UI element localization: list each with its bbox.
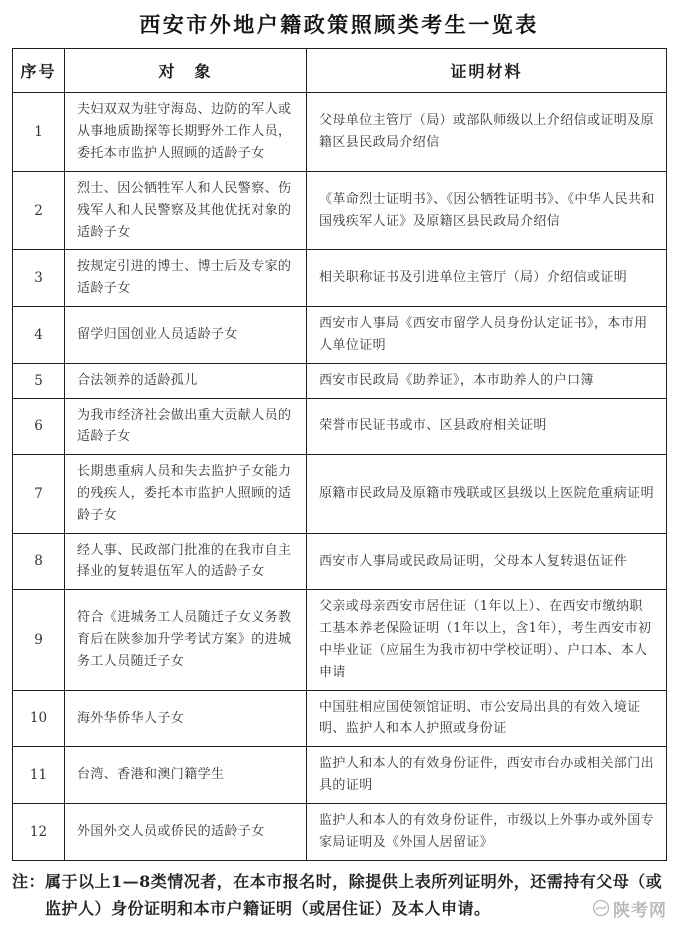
row-proof: 西安市人事局《西安市留学人员身份认定证书》，本市用人单位证明: [307, 307, 667, 364]
row-num: 11: [13, 747, 65, 804]
footnote-label: 注：: [12, 871, 46, 891]
row-object: 按规定引进的博士、博士后及专家的适龄子女: [65, 250, 307, 307]
page-title: 西安市外地户籍政策照顾类考生一览表: [139, 12, 539, 37]
row-object: 为我市经济社会做出重大贡献人员的适龄子女: [65, 398, 307, 455]
header-row: [13, 49, 667, 93]
row-object: 夫妇双双为驻守海岛、边防的军人或从事地质勘探等长期野外工作人员，委托本市监护人照顾的适龄子女: [65, 93, 307, 171]
row-num: 3: [13, 250, 65, 307]
table-row: [13, 363, 667, 398]
footnote: [12, 868, 666, 923]
row-num: 8: [13, 533, 65, 590]
column-header-object: 对 象: [65, 49, 307, 93]
table-row: [13, 250, 667, 307]
row-proof: 荣誉市民证书或市、区县政府相关证明: [307, 398, 667, 455]
row-num: 10: [13, 690, 65, 747]
row-proof: 父亲或母亲西安市居住证（1年以上）、在西安市缴纳职工基本养老保险证明（1年以上，含1年），考生西安市初中毕业证（应届生为我市初中学校证明）、户口本、本人申请: [307, 590, 667, 690]
row-proof: 中国驻相应国使领馆证明、市公安局出具的有效入境证明、监护人和本人护照或身份证: [307, 690, 667, 747]
row-num: 1: [13, 93, 65, 171]
row-object: 经人事、民政部门批准的在我市自主择业的复转退伍军人的适龄子女: [65, 533, 307, 590]
row-num: 9: [13, 590, 65, 690]
row-num: 6: [13, 398, 65, 455]
row-proof: 西安市民政局《助养证》，本市助养人的户口簿: [307, 363, 667, 398]
row-object: 烈士、因公牺牲军人和人民警察、伤残军人和人民警察及其他优抚对象的适龄子女: [65, 171, 307, 249]
watermark-text: 陕考网: [613, 900, 667, 921]
row-proof: 监护人和本人的有效身份证件，西安市台办或相关部门出具的证明: [307, 747, 667, 804]
row-proof: 监护人和本人的有效身份证件，市级以上外事办或外国专家局证明及《外国人居留证》: [307, 803, 667, 860]
table-row: [13, 171, 667, 249]
row-num: 4: [13, 307, 65, 364]
row-object: 外国外交人员或侨民的适龄子女: [65, 803, 307, 860]
row-proof: 相关职称证书及引进单位主管厅（局）介绍信或证明: [307, 250, 667, 307]
row-proof: 父母单位主管厅（局）或部队师级以上介绍信或证明及原籍区县民政局介绍信: [307, 93, 667, 171]
policy-table: [12, 48, 667, 860]
column-header-num: 序号: [13, 49, 65, 93]
row-object: 海外华侨华人子女: [65, 690, 307, 747]
table-row: [13, 93, 667, 171]
row-object: 合法领养的适龄孤儿: [65, 363, 307, 398]
table-row: [13, 747, 667, 804]
table-row: [13, 803, 667, 860]
row-proof: 西安市人事局或民政局证明，父母本人复转退伍证件: [307, 533, 667, 590]
row-object: 台湾、香港和澳门籍学生: [65, 747, 307, 804]
table-row: [13, 398, 667, 455]
row-proof: 原籍市民政局及原籍市残联或区县级以上医院危重病证明: [307, 455, 667, 533]
row-num: 5: [13, 363, 65, 398]
table-row: [13, 590, 667, 690]
column-header-proof: 证明材料: [307, 49, 667, 93]
footnote-text: 属于以上1—8类情况者，在本市报名时，除提供上表所列证明外，还需持有父母（或监护人）身份证明和本市户籍证明（或居住证）及本人申请。: [45, 871, 663, 919]
table-row: [13, 307, 667, 364]
table-row: [13, 455, 667, 533]
table-row: [13, 533, 667, 590]
row-object: 留学归国创业人员适龄子女: [65, 307, 307, 364]
table-row: [13, 690, 667, 747]
row-num: 7: [13, 455, 65, 533]
row-object: 长期患重病人员和失去监护子女能力的残疾人，委托本市监护人照顾的适龄子女: [65, 455, 307, 533]
row-num: 12: [13, 803, 65, 860]
row-proof: 《革命烈士证明书》、《因公牺牲证明书》、《中华人民共和国残疾军人证》及原籍区县民政局介绍信: [307, 171, 667, 249]
row-num: 2: [13, 171, 65, 249]
row-object: 符合《进城务工人员随迁子女义务教育后在陕参加升学考试方案》的进城务工人员随迁子女: [65, 590, 307, 690]
